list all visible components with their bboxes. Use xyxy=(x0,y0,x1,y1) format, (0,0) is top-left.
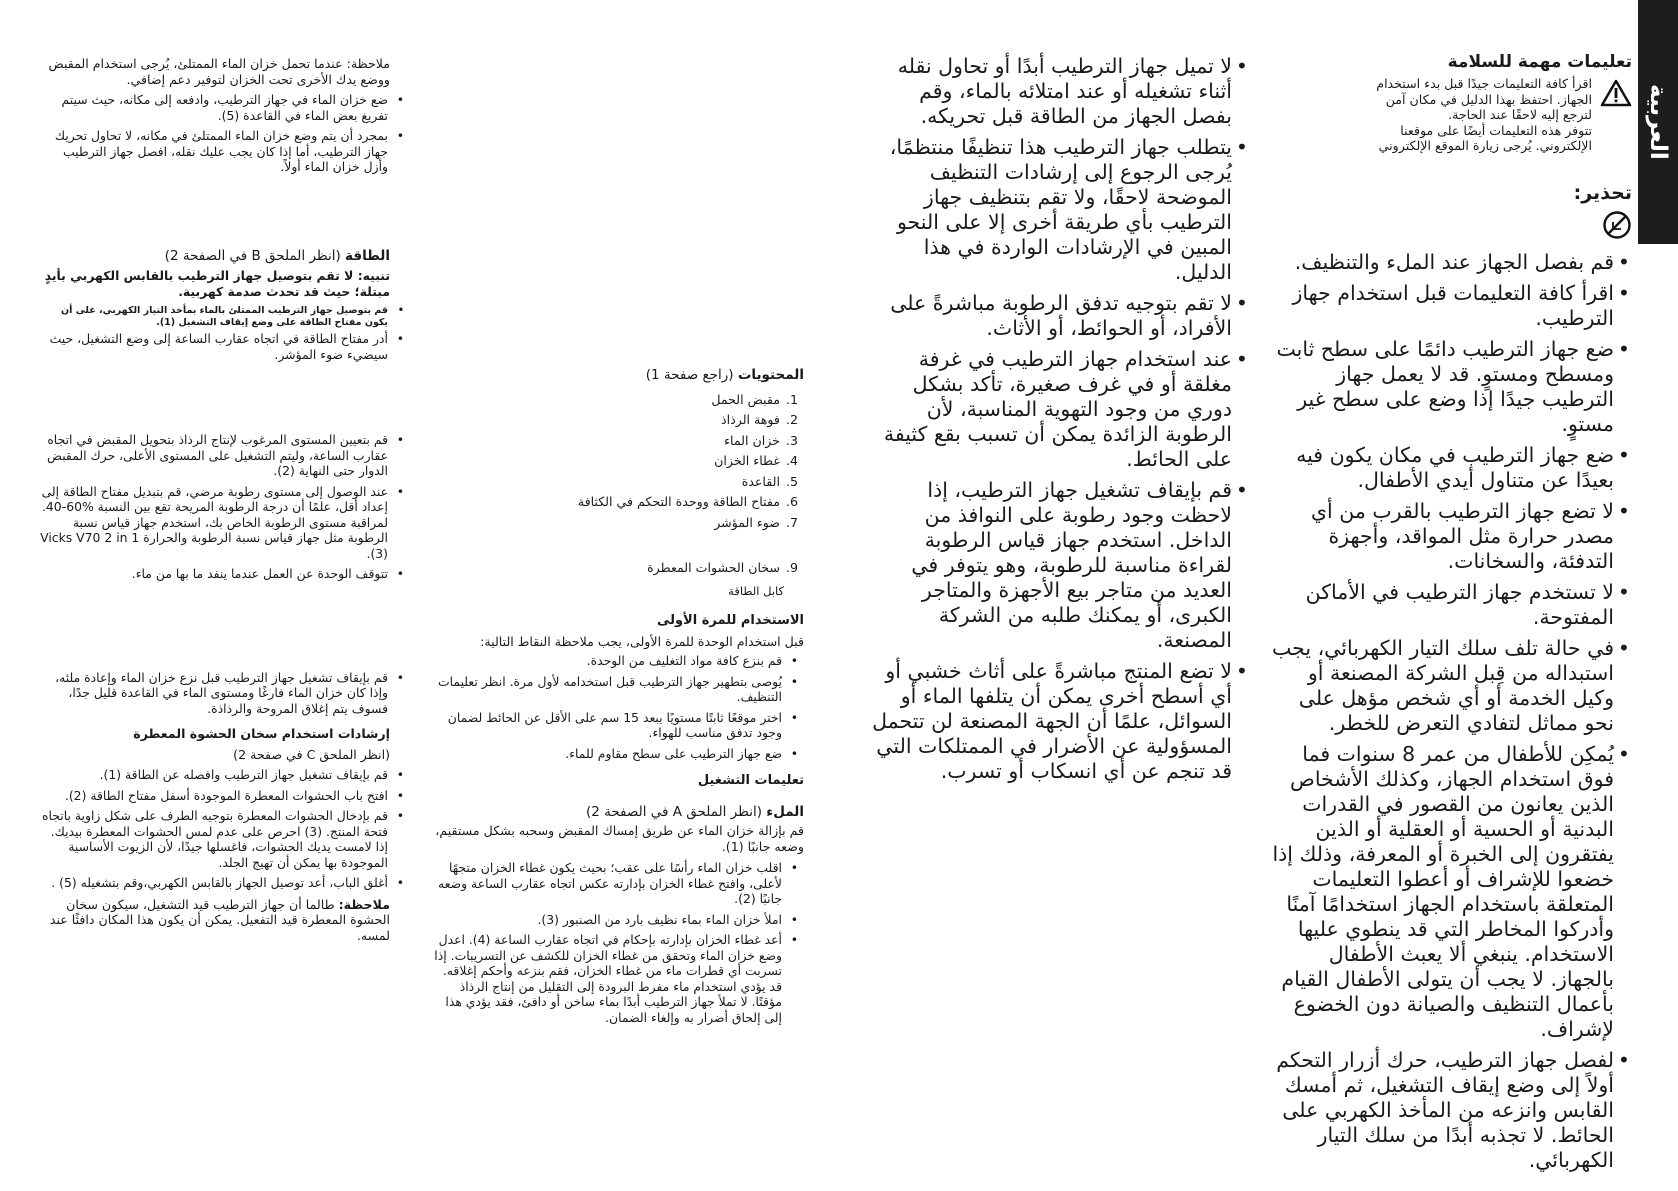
safety-intro-line: الجهاز. احتفظ بهذا الدليل في مكان آمن xyxy=(1385,91,1592,107)
contents-cable: كابل الطاقة xyxy=(728,583,784,598)
safety-title: تعليمات مهمة للسلامة xyxy=(1447,52,1632,72)
warnings-list-1 xyxy=(1266,250,1632,1173)
full-tank-note: ملاحظة: عندما تحمل خزان الماء الممتلئ، يُرجى استخدام المقبض ووضع يدك الأخرى تحت الخزان لتوفير دعم إضافي. xyxy=(48,56,390,87)
warning-item: • لفصل جهاز الترطيب، حرك أزرار التحكم أولاً إلى وضع إيقاف التشغيل، ثم أمسك القابس وانزعه من المأخذ الكهربي على الحائط. لا تجذبه أبدًا من سلك التيار الكهربائي. xyxy=(1266,1048,1614,1173)
warning-item: • قم بإيقاف تشغيل جهاز الترطيب، إذا لاحظت وجود رطوبة على النوافذ من الداخل. استخدم جهاز قياس الرطوبة لقراءة مناسبة للرطوبة، وهو يتوفر في العديد من متاجر بيع الأجهزة والمتاجر الكبرى، أو يمكنك طلبه من الشركة المصنعة. xyxy=(872,478,1232,653)
final-note: ملاحظة: طالما أن جهاز الترطيب قيد التشغيل، سيكون سخان الحشوة المعطرة قيد التفعيل. يمكن أن يكون هذا المكان دافئًا عند لمسه. xyxy=(49,896,390,943)
mist-list xyxy=(40,432,416,582)
operation-title: تعليمات التشغيل xyxy=(697,773,804,788)
filling-list xyxy=(432,860,804,1025)
refill-list xyxy=(40,670,416,717)
warnings-list-2 xyxy=(872,54,1250,784)
warning-item: • قم بفصل الجهاز عند الملء والتنظيف. xyxy=(1266,250,1614,275)
contents-column xyxy=(432,368,804,1030)
first-use-item: • قم بنزع كافة مواد التغليف من الوحدة. xyxy=(432,653,782,669)
warnings-column-2 xyxy=(872,54,1250,790)
warning-item: • لا تستخدم جهاز الترطيب في الأماكن المفتوحة. xyxy=(1266,580,1614,630)
contents-item: 6.مفتاح الطاقة ووحدة التحكم في الكثافة xyxy=(577,494,798,509)
warning-item: • يتطلب جهاز الترطيب هذا تنظيفًا منتظمًا، يُرجى الرجوع إلى إرشادات التنظيف الموضحة لاحقًا، ولا تقم بتنظيف جهاز الترطيب بأي طريقة أخرى إلا على النحو المبين في الإرشادات الواردة في هذا الدليل. xyxy=(872,135,1232,285)
warning-triangle-icon xyxy=(1600,79,1632,111)
power-caution: تنبيه: لا تقم بتوصيل جهاز الترطيب بالقابس الكهربي بأيدٍ مبتلة؛ حيث قد تحدث صدمة كهربية. xyxy=(44,268,390,299)
contents-item: 4.غطاء الخزان xyxy=(714,453,798,468)
warning-item: • اقرأ كافة التعليمات قبل استخدام جهاز الترطيب. xyxy=(1266,281,1614,331)
language-tab xyxy=(1638,0,1678,244)
first-use-list xyxy=(432,653,804,761)
first-use-title: الاستخدام للمرة الأولى xyxy=(656,613,804,628)
pads-item: • قم بإدخال الحشوات المعطرة بتوجيه الطرف على شكل زاوية باتجاه فتحة المنتج. (3) احرص على عدم لمس الحشوات المعطرة بيديك. إذا لامست يديك الحشوات، فاغسلها جيدًا، لأن الزيوت الأساسية الموجودة بها يمكن أن تهيج الجلد. xyxy=(40,808,388,870)
mist-item: • عند الوصول إلى مستوى رطوبة مرضي، قم بتبديل مفتاح الطاقة إلى إعداد أقل، علمًا أن درجة الرطوبة المريحة تقع بين النسبة %60-40. لمراقبة مستوى الرطوبة الخاص بك، استخدم جهاز قياس نسبة الرطوبة مثل جهاز قياس نسبة الرطوبة والحرارة Vicks V70 2 in 1 (3). xyxy=(40,484,388,562)
power-list-small xyxy=(40,305,416,328)
warning-item: • لا تضع المنتج مباشرةً على أثاث خشبي أو أي أسطح أخرى يمكن أن يتلفها الماء أو السوائل، علمًا أن الجهة المصنعة لن تتحمل المسؤولية عن الأضرار في الممتلكات التي قد تنجم عن أي انسكاب أو تسرب. xyxy=(872,659,1232,784)
safety-intro-line: الإلكتروني. يُرجى زيارة الموقع الإلكتروني xyxy=(1378,138,1592,153)
safety-intro-line: لترجع إليه لاحقًا عند الحاجة. xyxy=(1448,107,1592,122)
power-heading: الطاقة (انظر الملحق B في الصفحة 2) xyxy=(164,247,390,264)
filling-item: • أعد غطاء الخزان بإدارته بإحكام في اتجاه عقارب الساعة (4). اعدل وضع خزان الماء وتحقق من غطاء الخزان للكشف عن التسريبات. إذا تسربت أي قطرات ماء من غطاء الخزان، فقم بنزعه وأحكم إغلاقه. قد يؤدي استخدام ماء مفرط البرودة إلى التقليل من إنتاج الرذاذ مؤقتًا. لا تملأ جهاز الترطيب أبدًا بماء ساخن أو دافئ، فقد يؤدي هذا إلى إلحاق أضرار به وإلغاء الضمان. xyxy=(432,932,782,1025)
first-use-item: • اختر موقعًا ثابتًا مستويًا يبعد 15 سم على الأقل عن الحائط لضمان وجود تدفق مناسب للهواء. xyxy=(432,710,782,741)
first-use-intro: قبل استخدام الوحدة للمرة الأولى، يجب ملاحظة النقاط التالية: xyxy=(480,633,804,649)
tank-list xyxy=(40,92,416,175)
warning-item: • لا تضع جهاز الترطيب بالقرب من أي مصدر حرارة مثل المواقد، وأجهزة التدفئة، والسخانات. xyxy=(1266,499,1614,574)
contents-item: 3.خزان الماء xyxy=(724,432,798,448)
first-use-item: • ضع جهاز الترطيب على سطح مقاوم للماء. xyxy=(432,746,782,762)
warning-item: • عند استخدام جهاز الترطيب في غرفة مغلقة أو في غرف صغيرة، تأكد بشكل دوري من وجود التهوية المناسبة، لأن الرطوبة الزائدة يمكن أن تسبب بقع كثيفة على الحائط. xyxy=(872,347,1232,472)
contents-list xyxy=(432,392,804,531)
safety-intro xyxy=(1266,76,1632,154)
no-entry-icon xyxy=(1266,210,1632,244)
operation-column xyxy=(40,56,416,943)
warning-title: تحذير: xyxy=(1573,181,1632,204)
warning-item: • ضع جهاز الترطيب في مكان يكون فيه بعيدًا عن متناول أيدي الأطفال. xyxy=(1266,443,1614,493)
safety-column xyxy=(1266,52,1632,1179)
warning-item: • يُمكِن للأطفال من عمر 8 سنوات فما فوق استخدام الجهاز، وكذلك الأشخاص الذين يعانون من القصور في القدرات البدنية أو الحسية أو العقلية أو الذين يفتقرون إلى الخبرة أو المعرفة، وذلك إذا خضعوا للإشراف أو أعطوا التعليمات المتعلقة باستخدام الجهاز استخدامًا آمنًا وأدركوا المخاطر التي قد ينطوي عليها الاستخدام. ينبغي ألا يعبث الأطفال بالجهاز. لا يجب أن يتولى الأطفال القيام بأعمال التنظيف والصيانة دون الخضوع لإشراف. xyxy=(1266,742,1614,1042)
pads-item: • قم بإيقاف تشغيل جهاز الترطيب وافصله عن الطاقة (1). xyxy=(40,767,388,783)
contents-item: 2.فوهة الرذاذ xyxy=(721,412,798,427)
power-item: • أدر مفتاح الطاقة في اتجاه عقارب الساعة إلى وضع التشغيل، حيث سيضيء ضوء المؤشر. xyxy=(40,331,388,362)
language-tab-label: العربية xyxy=(1645,84,1671,160)
pads-item: • افتح باب الحشوات المعطرة الموجودة أسفل مفتاح الطاقة (2). xyxy=(40,788,388,804)
contents-item: 7.ضوء المؤشر xyxy=(714,514,798,530)
safety-intro-line: اقرأ كافة التعليمات جيدًا قبل بدء استخدام xyxy=(1376,76,1592,91)
filling-item: • اقلب خزان الماء رأسًا على عقب؛ بحيث يكون غطاء الخزان متجهًا لأعلى، وافتح غطاء الخزان بإدارته عكس اتجاه عقارب الساعة وضعه جانبًا (2). xyxy=(432,860,782,907)
mist-item: • قم بتعيين المستوى المرغوب لإنتاج الرذاذ بتحويل المقبض في اتجاه عقارب الساعة، وليتم التشغيل على المستوى الأعلى، حرك المقبض الدوار حتى النهاية (2). xyxy=(40,432,388,479)
warning-item: • ضع جهاز الترطيب دائمًا على سطح ثابت ومسطح ومستوٍ. قد لا يعمل جهاز الترطيب جيدًا إذا وضع على سطح غير مستوٍ. xyxy=(1266,337,1614,437)
warning-item: • لا تقم بتوجيه تدفق الرطوبة مباشرةً على الأفراد، أو الحوائط، أو الأثاث. xyxy=(872,291,1232,341)
safety-intro-line: تتوفر هذه التعليمات أيضًا على موقعنا xyxy=(1400,122,1592,138)
contents-item: 5.القاعدة xyxy=(741,473,798,489)
contents-item-9: 9.سخان الحشوات المعطرة xyxy=(647,560,798,575)
pads-item: • أغلق الباب، أعد توصيل الجهاز بالقابس الكهربي،وقم بتشغيله (5) . xyxy=(40,875,388,891)
refill-item: • قم بإيقاف تشغيل جهاز الترطيب قبل نزع خزان الماء وإعادة ملئه، وإذا كان خزان الماء فارغًا ومستوى الماء في القاعدة قليل جدًا، فسوف يتم إغلاق المروحة والرذاذة. xyxy=(40,670,388,717)
filling-intro: قم بإزالة خزان الماء عن طريق إمساك المقبض وسحبه بشكل مستقيم، وضعه جانبًا (1). xyxy=(435,823,804,854)
warning-item: • في حالة تلف سلك التيار الكهربائي، يجب استبداله من قِبل الشركة المصنعة أو وكيل الخدمة أو أي شخص مؤهل على نحو مماثل لتفادي التعرض للخطر. xyxy=(1266,636,1614,736)
contents-item: 1.مقبض الحمل xyxy=(711,391,798,407)
tank-item: • ضع خزان الماء في جهاز الترطيب، وادفعه إلى مكانه، حيث سيتم تفريغ بعض الماء في القاعدة (5). xyxy=(40,92,388,123)
pads-ref: (انظر الملحق C في صفحة 2) xyxy=(233,746,390,762)
contents-title-ref: (راجع صفحة 1) xyxy=(645,367,734,383)
pads-list xyxy=(40,767,416,891)
tank-item: • بمجرد أن يتم وضع خزان الماء الممتلئ في مكانه، لا تحاول تحريك جهاز الترطيب، أما إذا كان يجب عليك نقله، افصل جهاز الترطيب وأزل خزان الماء أولاً. xyxy=(40,128,388,175)
contents-heading xyxy=(432,368,804,384)
pads-title: إرشادات استخدام سخان الحشوة المعطرة xyxy=(133,726,390,741)
power-list xyxy=(40,331,416,362)
power-item: • قم بتوصيل جهاز الترطيب الممتلئ بالماء بمأخذ التيار الكهربي، على أن يكون مفتاح الطاقة على وضع إيقاف التشغيل (1). xyxy=(40,305,388,328)
warning-item: • لا تميل جهاز الترطيب أبدًا أو تحاول نقله أثناء تشغيله أو عند امتلائه بالماء، وقم بفصل الجهاز من الطاقة قبل تحريكه. xyxy=(872,54,1232,129)
filling-heading: الملء (انظر الملحق A في الصفحة 2) xyxy=(585,803,804,820)
contents-title: المحتويات xyxy=(737,367,804,383)
first-use-item: • يُوصى بتطهير جهاز الترطيب قبل استخدامه لأول مرة. انظر تعليمات التنظيف. xyxy=(432,674,782,705)
mist-item: • تتوقف الوحدة عن العمل عندما ينفد ما بها من ماء. xyxy=(40,566,388,582)
filling-item: • املأ خزان الماء بماء نظيف بارد من الصنبور (3). xyxy=(432,912,782,928)
